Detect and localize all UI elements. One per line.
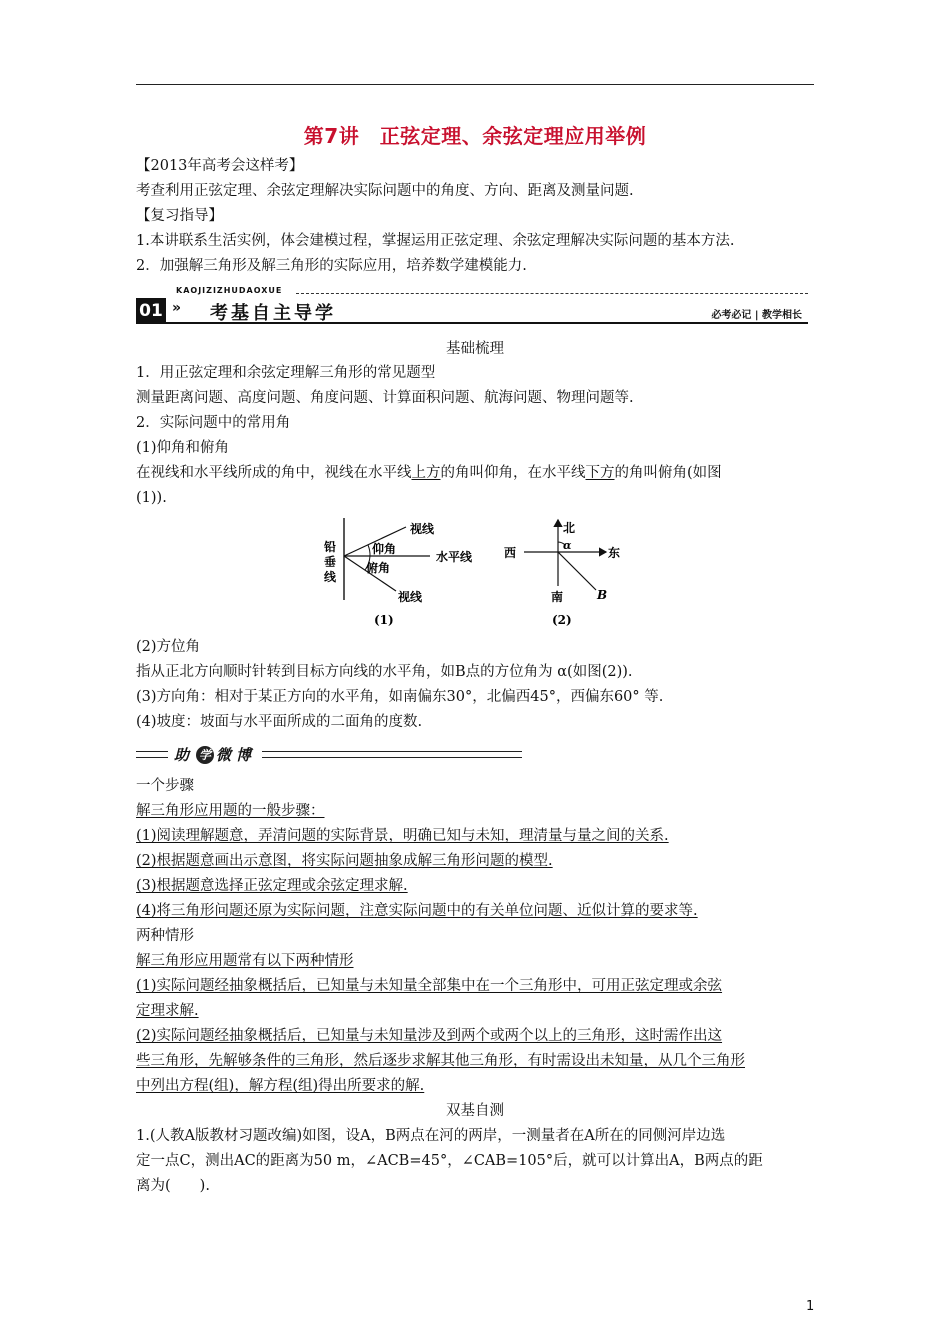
case-2-line-2: 些三角形，先解够条件的三角形，然后逐步求解其他三角形，有时需设出未知量，从几个三角形 (136, 1053, 745, 1069)
slope-definition: (4)坡度：坡面与水平面所成的二面角的度数. (136, 714, 423, 730)
banner-pinyin: KAOJIZIZHUDAOXUE (176, 286, 283, 295)
case-1-line-2: 定理求解. (136, 1003, 199, 1019)
section-banner (136, 286, 808, 326)
label-char: 助 (174, 746, 195, 764)
plumb-label-1: 铅 (324, 540, 337, 554)
label-char-circled: 学 (196, 746, 214, 764)
plumb-label-2: 垂 (324, 555, 337, 569)
text-span: 的角叫仰角，在水平线 (440, 465, 586, 481)
horizontal-label: 水平线 (436, 550, 473, 564)
banner-subtitle: 必考必记 | 教学相长 (711, 310, 802, 321)
question-1-line-2: 定一点C，测出AC的距离为50 m，∠ACB=45°，∠CAB=105°后，就可以计算出A，B两点的距 (136, 1153, 763, 1169)
question-1-line-1: 1.(人教A版教材习题改编)如图，设A，B两点在河的两岸，一测量者在A所在的同侧河岸边选 (136, 1128, 726, 1144)
banner-rule (166, 322, 808, 324)
elevation-definition-cont: (1)). (136, 490, 167, 506)
step-2: (2)根据题意画出示意图，将实际问题抽象成解三角形问题的模型. (136, 853, 553, 869)
elevation-label: 仰角 (372, 542, 397, 556)
basics-item1-body: 测量距离问题、高度问题、角度问题、计算面积问题、航海问题、物理问题等. (136, 390, 634, 406)
basics-item1-title: 1．用正弦定理和余弦定理解三角形的常见题型 (136, 365, 436, 381)
basics-item2-title: 2．实际问题中的常用角 (136, 415, 291, 431)
help-blog-banner (136, 744, 522, 768)
figure-bearing (504, 520, 620, 627)
review-point-2: 2．加强解三角形及解三角形的实际应用，培养数学建模能力. (136, 258, 527, 274)
answer-below: 下方 (585, 465, 615, 481)
step-1: (1)阅读理解题意，弄清问题的实际背景，明确已知与未知，理清量与量之间的关系. (136, 828, 669, 844)
help-blog-label (168, 744, 262, 766)
page-number: 1 (806, 1299, 815, 1314)
top-rule (136, 84, 814, 85)
step-4: (4)将三角形问题还原为实际问题，注意实际问题中的有关单位问题、近似计算的要求等. (136, 903, 698, 919)
question-1-line-3: 离为( ). (136, 1178, 210, 1194)
answer-above: 上方 (411, 465, 441, 481)
north-label: 北 (563, 521, 576, 535)
figure-elevation-depression (324, 518, 473, 627)
basics-heading: 基础梳理 (446, 341, 504, 357)
figure1-caption: (1) (374, 613, 394, 627)
elevation-definition (136, 462, 826, 484)
banner-title: 考基自主导学 (210, 303, 336, 324)
exam-description: 考查利用正弦定理、余弦定理解决实际问题中的角度、方向、距离及测量问题. (136, 183, 634, 199)
plumb-label-3: 线 (324, 570, 337, 584)
banner-number: 01 (136, 298, 166, 324)
elevation-subtitle: (1)仰角和俯角 (136, 440, 230, 456)
sight-label-top: 视线 (410, 522, 435, 536)
banner-dashed-rule (296, 293, 808, 294)
text-span: 在视线和水平线所成的角中，视线在水平线 (136, 465, 412, 481)
one-step-intro: 解三角形应用题的一般步骤： (136, 803, 325, 819)
direction-angle: (3)方向角：相对于某正方向的水平角，如南偏东30°，北偏西45°，西偏东60° 等. (136, 689, 664, 705)
elevation-arc (368, 545, 370, 556)
sight-label-bottom: 视线 (398, 590, 423, 604)
angle-figures (310, 518, 640, 634)
depression-label: 俯角 (366, 561, 391, 575)
exam-tag: 【2013年高考会这样考】 (136, 158, 304, 174)
two-cases-heading: 两种情形 (136, 928, 194, 944)
review-tag: 【复习指导】 (136, 208, 223, 224)
step-3: (3)根据题意选择正弦定理或余弦定理求解. (136, 878, 408, 894)
figure2-caption: (2) (552, 613, 572, 627)
bearing-definition: 指从正北方向顺时针转到目标方向线的水平角，如B点的方位角为 α(如图(2)). (136, 664, 633, 680)
west-label: 西 (504, 546, 517, 560)
case-2-line-3: 中列出方程(组)，解方程(组)得出所要求的解. (136, 1078, 425, 1094)
case-2-line-1: (2)实际问题经抽象概括后，已知量与未知量涉及到两个或两个以上的三角形，这时需作出这 (136, 1028, 723, 1044)
chevron-icon: » (172, 300, 182, 316)
bearing-subtitle: (2)方位角 (136, 639, 201, 655)
south-label: 南 (551, 590, 564, 604)
bearing-line (558, 552, 596, 590)
text-span: 的角叫俯角(如图 (614, 465, 722, 481)
point-b-label: B (597, 588, 608, 602)
self-test-heading: 双基自测 (446, 1103, 504, 1119)
case-1-line-1: (1)实际问题经抽象概括后，已知量与未知量全部集中在一个三角形中，可用正弦定理或余弦 (136, 978, 723, 994)
two-cases-intro: 解三角形应用题常有以下两种情形 (136, 953, 354, 969)
review-point-1: 1.本讲联系生活实例，体会建模过程，掌握运用正弦定理、余弦定理解决实际问题的基本方法. (136, 233, 735, 249)
label-char: 微博 (216, 746, 257, 764)
alpha-label: α (563, 539, 572, 552)
one-step-heading: 一个步骤 (136, 778, 194, 794)
east-label: 东 (608, 546, 621, 560)
lecture-title: 第7讲 正弦定理、余弦定理应用举例 (303, 124, 647, 148)
